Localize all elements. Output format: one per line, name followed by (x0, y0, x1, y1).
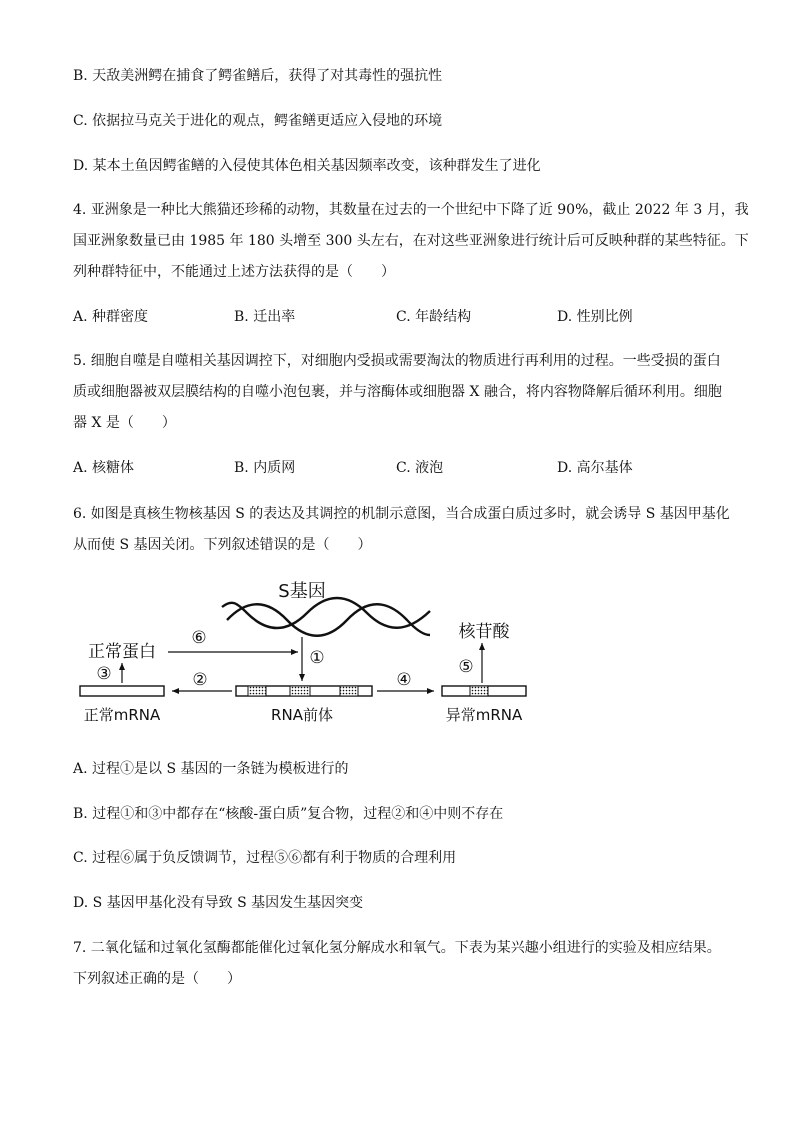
q4-stem-line-2: 国亚洲象数量已由 1985 年 180 头增至 300 头左右，在对这些亚洲象进行统计后可反映种群的某些特征。下 (73, 233, 749, 249)
step4-label: ④ (396, 670, 412, 690)
q7-stem-line-2: 下列叙述正确的是（ ） (73, 971, 241, 987)
dna-double-helix (222, 598, 430, 636)
rna-precursor-bar (236, 686, 372, 696)
rna-precursor-label: RNA前体 (271, 706, 333, 724)
normal-mrna-label: 正常mRNA (83, 706, 161, 724)
q5-option-a: A. 核糖体 (73, 460, 135, 476)
q6-option-d: D. S 基因甲基化没有导致 S 基因发生基因突变 (73, 895, 364, 911)
q6-option-c: C. 过程⑥属于负反馈调节，过程⑤⑥都有利于物质的合理利用 (73, 850, 457, 866)
normal-protein-label: 正常蛋白 (88, 642, 156, 662)
abnormal-mrna-label: 异常mRNA (445, 706, 523, 724)
q6-stem-line-2: 从而使 S 基因关闭。下列叙述错误的是（ ） (73, 537, 372, 553)
q4-stem-line-1: 4. 亚洲象是一种比大熊猫还珍稀的动物，其数量在过去的一个世纪中下降了近 90%，截止 2022 年 3 月，我 (73, 202, 749, 218)
q5-option-c: C. 液泡 (396, 460, 444, 476)
step5-label: ⑤ (458, 657, 474, 677)
normal-mrna-bar (80, 686, 164, 696)
q5-stem-line-1: 5. 细胞自噬是自噬相关基因调控下，对细胞内受损或需要淘汰的物质进行再利用的过程。一些受损的蛋白 (73, 353, 721, 369)
q6-option-b: B. 过程①和③中都存在“核酸-蛋白质”复合物，过程②和④中则不存在 (73, 806, 504, 822)
q6-stem-line-1: 6. 如图是真核生物核基因 S 的表达及其调控的机制示意图，当合成蛋白质过多时，就会诱导 S 基因甲基化 (73, 506, 730, 522)
gene-expression-diagram (72, 575, 542, 735)
q3-option-b: B. 天敌美洲鳄在捕食了鳄雀鳝后，获得了对其毒性的强抗性 (73, 68, 443, 84)
q3-option-c: C. 依据拉马克关于进化的观点，鳄雀鳝更适应入侵地的环境 (73, 113, 443, 129)
q5-option-b: B. 内质网 (234, 460, 296, 476)
q7-stem-line-1: 7. 二氧化锰和过氧化氢酶都能催化过氧化氢分解成水和氧气。下表为某兴趣小组进行的实验及相应结果。 (73, 940, 721, 956)
q4-stem-line-3: 列种群特征中，不能通过上述方法获得的是（ ） (73, 264, 395, 280)
step6-label: ⑥ (191, 628, 207, 648)
q3-option-d: D. 某本土鱼因鳄雀鳝的入侵使其体色相关基因频率改变，该种群发生了进化 (73, 158, 541, 174)
q4-option-d: D. 性别比例 (557, 309, 633, 325)
step2-label: ② (192, 670, 208, 690)
q4-option-c: C. 年龄结构 (396, 309, 472, 325)
q4-option-b: B. 迁出率 (234, 309, 296, 325)
q5-option-d: D. 高尔基体 (557, 460, 633, 476)
abnormal-mrna-bar (442, 686, 526, 696)
q6-option-a: A. 过程①是以 S 基因的一条链为模板进行的 (73, 761, 349, 777)
q4-option-a: A. 种群密度 (73, 309, 149, 325)
nucleotides-label: 核苷酸 (458, 622, 510, 642)
step1-label: ① (309, 648, 325, 668)
s-gene-label: S基因 (278, 581, 326, 602)
step3-label: ③ (96, 664, 112, 684)
q5-stem-line-2: 质或细胞器被双层膜结构的自噬小泡包裹，并与溶酶体或细胞器 X 融合，将内容物降解后循环利用。细胞 (73, 384, 722, 400)
q5-stem-line-3: 器 X 是（ ） (73, 415, 176, 431)
